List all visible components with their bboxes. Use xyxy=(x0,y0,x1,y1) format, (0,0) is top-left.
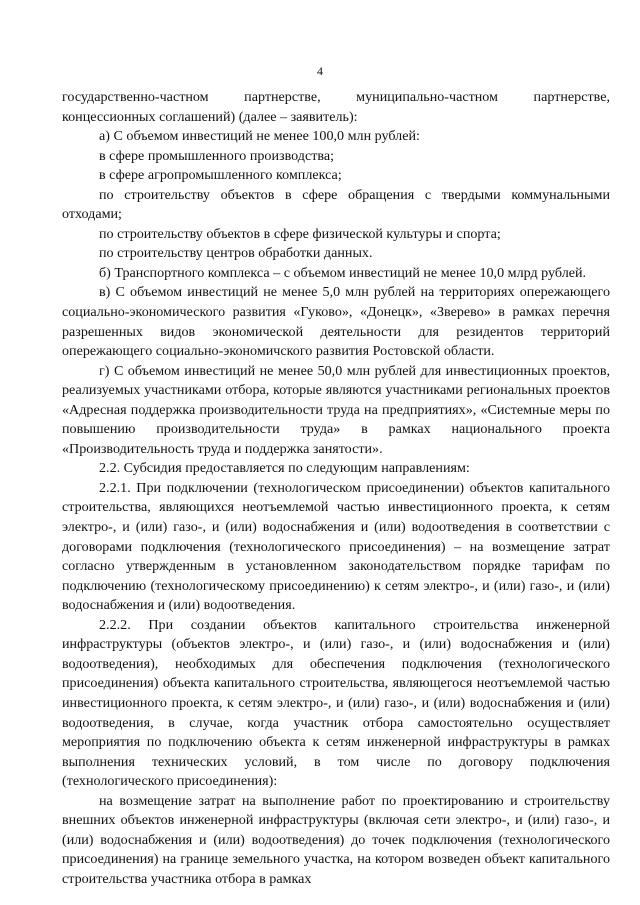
paragraph: 2.2.2. При создании объектов капитального строительства инженерной инфраструктуры (объектов электро-, и (или) газо-, и (или) водоснабжения и (или) водоотведения), необходимых для обеспечения подключения (технологического присоединения) объекта капитального строительства, являющегося неотъемлемой частью инвестиционного проекта, к сетям электро-, и (или) газо-, и (или) водоснабжения и (или) водоотведения, в случае, когда участник отбора самостоятельно осуществляет мероприятия по подключению объекта к сетям инженерной инфраструктуры в рамках выполнения технических условий, в том числе по договору подключения (технологического присоединения): xyxy=(62,616,610,790)
paragraph: по строительству объектов в сфере обращения с твердыми коммунальными отходами; xyxy=(62,186,610,223)
paragraph: государственно-частном партнерстве, муниципально-частном партнерстве, концессионных соглашений) (далее – заявитель): xyxy=(62,89,610,125)
page-number: 4 xyxy=(317,64,323,78)
paragraph: г) С объемом инвестиций не менее 50,0 млн рублей для инвестиционных проектов, реализуемых участниками отбора, которые являются участниками региональных проектов «Адресная поддержка производительности труда на предприятиях», «Системные меры по повышению производительности труда» в рамках национального проекта «Производительность труда и поддержка занятости». xyxy=(62,362,610,457)
document-body xyxy=(62,88,610,889)
paragraph: в сфере агропромышленного комплекса; xyxy=(99,167,342,184)
paragraph: 2.2.1. При подключении (технологическом присоединении) объектов капитального строительства, являющихся неотъемлемой частью инвестиционного проекта, к сетям электро-, и (или) газо-, и (или) водоснабжения и (или) водоотведения в соответствии с договорами подключения (технологического присоединения) – на возмещение затрат согласно утвержденным в установленном законодательством порядке тарифам по подключению (технологическому присоединению) к сетям электро-, и (или) газо-, и (или) водоснабжения и (или) водоотведения. xyxy=(62,479,610,614)
paragraph: на возмещение затрат на выполнение работ по проектированию и строительству внешних объектов инженерной инфраструктуры (включая сети электро-, и (или) газо-, и (или) водоснабжения и (или) водоотведения) до точек подключения (технологического присоединения) на границе земельного участка, на котором возведен объект капитального строительства участника отбора в рамках xyxy=(62,792,610,887)
paragraph: в) С объемом инвестиций не менее 5,0 млн рублей на территориях опережающего социально-экономического развития «Гуково», «Донецк», «Зверево» в рамках перечня разрешенных видов экономической деятельности для резидентов территорий опережающего социально-экономичского развития Ростовской области. xyxy=(62,284,610,360)
paragraph: а) С объемом инвестиций не менее 100,0 млн рублей: xyxy=(99,128,420,145)
paragraph: по строительству центров обработки данных. xyxy=(99,245,373,262)
paragraph: по строительству объектов в сфере физической культуры и спорта; xyxy=(99,225,501,242)
paragraph: 2.2. Субсидия предоставляется по следующим направлениям: xyxy=(99,460,470,477)
paragraph: б) Транспортного комплекса – с объемом инвестиций не менее 10,0 млрд рублей. xyxy=(99,264,587,281)
paragraph: в сфере промышленного производства; xyxy=(99,147,335,164)
